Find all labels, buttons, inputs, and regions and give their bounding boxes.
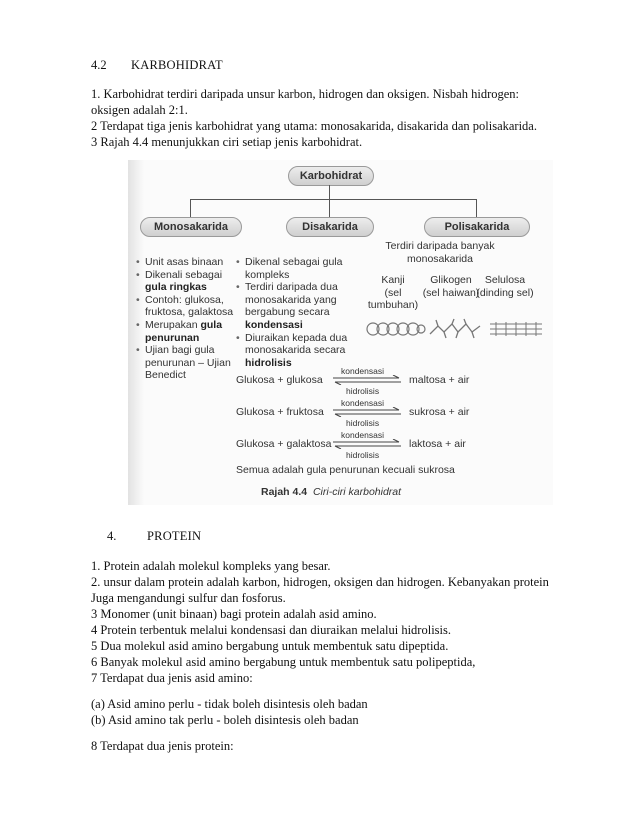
paragraph-line: 3 Monomer (unit binaan) bagi protein adalah asid amino. xyxy=(91,607,377,621)
di-item: • Terdiri daripada dua monosakarida yang bergabung secara kondensasi xyxy=(236,281,358,331)
mono-item: • Ujian bagi gula penurunan – Ujian Benedict xyxy=(136,344,238,382)
category-box-poly: Polisakarida xyxy=(424,217,530,237)
poly-item-selulosa: Selulosa (dinding sel) xyxy=(476,274,534,299)
reaction-reactants: Glukosa + fruktosa xyxy=(236,406,324,418)
mono-list xyxy=(136,256,238,382)
figure-carbohydrate-diagram xyxy=(128,160,553,505)
di-item: • Diuraikan kepada dua monosakarida secara hidrolisis xyxy=(236,332,358,370)
paragraph-line: 4 Protein terbentuk melalui kondensasi dan diuraikan melalui hidrolisis. xyxy=(91,623,451,637)
paragraph-line: (b) Asid amino tak perlu - boleh disintesis oleh badan xyxy=(91,713,359,727)
connector-line xyxy=(329,199,330,217)
reaction-reverse-label: hidrolisis xyxy=(346,450,380,460)
cellulose-structure-icon xyxy=(488,320,544,338)
paragraph-line: 7 Terdapat dua jenis asid amino: xyxy=(91,671,253,685)
section-title: PROTEIN xyxy=(147,529,202,543)
starch-structure-icon xyxy=(366,320,426,338)
paragraph-line: oksigen adalah 2:1. xyxy=(91,103,188,117)
reaction-forward-label: kondensasi xyxy=(341,366,385,376)
reaction-products: laktosa + air xyxy=(409,438,466,450)
reducing-sugar-note: Semua adalah gula penurunan kecuali sukrosa xyxy=(236,464,455,476)
equilibrium-arrow-icon xyxy=(331,407,403,417)
mono-item: • Unit asas binaan xyxy=(136,256,238,269)
paragraph-line: 1. Karbohidrat terdiri daripada unsur karbon, hidrogen dan oksigen. Nisbah hidrogen: xyxy=(91,87,520,101)
section-number: 4. xyxy=(107,529,117,543)
category-box-mono: Monosakarida xyxy=(140,217,242,237)
poly-item-kanji: Kanji (sel tumbuhan) xyxy=(367,274,419,312)
poly-item-glikogen: Glikogen (sel haiwan) xyxy=(422,274,480,299)
paragraph-line: 3 Rajah 4.4 menunjukkan ciri setiap jenis karbohidrat. xyxy=(91,135,363,149)
category-box-di: Disakarida xyxy=(286,217,374,237)
mono-item: • Dikenali sebagai gula ringkas xyxy=(136,269,238,294)
connector-line xyxy=(190,199,476,200)
mono-item: • Merupakan gula penurunan xyxy=(136,319,238,344)
paragraph-line: 1. Protein adalah molekul kompleks yang besar. xyxy=(91,559,331,573)
reaction-reactants: Glukosa + glukosa xyxy=(236,374,323,386)
reaction-reverse-label: hidrolisis xyxy=(346,418,380,428)
section-number: 4.2 xyxy=(91,58,107,72)
glycogen-structure-icon xyxy=(428,318,484,340)
mono-item: • Contoh: glukosa, fruktosa, galaktosa xyxy=(136,294,238,319)
connector-line xyxy=(476,199,477,217)
di-item: • Dikenal sebagai gula kompleks xyxy=(236,256,358,281)
paragraph-line: 6 Banyak molekul asid amino bergabung untuk membentuk satu polipeptida, xyxy=(91,655,476,669)
di-list xyxy=(236,256,358,369)
reaction-products: sukrosa + air xyxy=(409,406,470,418)
reaction-reverse-label: hidrolisis xyxy=(346,386,380,396)
figure-caption: Rajah 4.4 Ciri-ciri karbohidrat xyxy=(261,486,402,498)
paragraph-line: Juga mengandungi sulfur dan fosforus. xyxy=(91,591,286,605)
root-box: Karbohidrat xyxy=(288,166,374,186)
connector-line xyxy=(190,199,191,217)
poly-description: Terdiri daripada banyak monosakarida xyxy=(385,240,495,265)
paragraph-line: 5 Dua molekul asid amino bergabung untuk membentuk satu dipeptida. xyxy=(91,639,449,653)
reaction-products: maltosa + air xyxy=(409,374,470,386)
paragraph-line: 2 Terdapat tiga jenis karbohidrat yang utama: monosakarida, disakarida dan polisakarida. xyxy=(91,119,537,133)
reaction-forward-label: kondensasi xyxy=(341,398,385,408)
paragraph-line: 8 Terdapat dua jenis protein: xyxy=(91,739,234,753)
paragraph-line: 2. unsur dalam protein adalah karbon, hidrogen, oksigen dan hidrogen. Kebanyakan protein xyxy=(91,575,549,589)
paragraph-line: (a) Asid amino perlu - tidak boleh disintesis oleh badan xyxy=(91,697,368,711)
reaction-reactants: Glukosa + galaktosa xyxy=(236,438,332,450)
connector-line xyxy=(329,185,330,199)
equilibrium-arrow-icon xyxy=(331,375,403,385)
section-title: KARBOHIDRAT xyxy=(131,58,223,72)
reaction-forward-label: kondensasi xyxy=(341,430,385,440)
equilibrium-arrow-icon xyxy=(331,439,403,449)
